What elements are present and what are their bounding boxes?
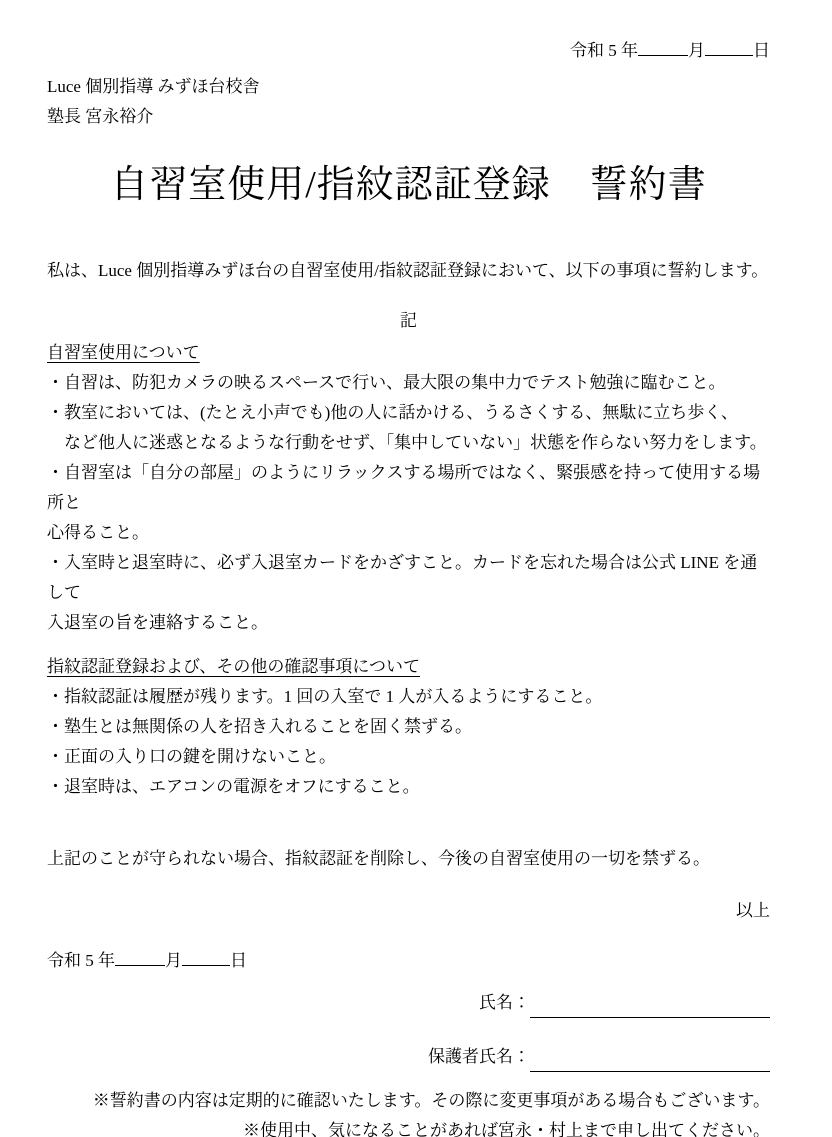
principal-name: 塾長 宮永裕介 <box>47 107 154 126</box>
student-signature-row <box>47 988 770 1018</box>
guardian-signature-row <box>47 1042 770 1072</box>
rule-line: ・教室においては、(たとえ小声でも)他の人に話かける、うるさくする、無駄に立ち歩く、 <box>47 403 738 422</box>
issue-date <box>47 40 770 62</box>
name-label: 氏名： <box>479 993 530 1012</box>
rule-line: ・自習は、防犯カメラの映るスペースで行い、最大限の集中力でテスト勉強に臨むこと。 <box>47 373 726 392</box>
rule-line: など他人に迷惑となるような行動をせず、「集中していない」状態を作らない努力をします。 <box>47 433 767 452</box>
document-title: 自習室使用/指紋認証登録 誓約書 <box>110 164 707 206</box>
section-heading-fingerprint: 指紋認証登録および、その他の確認事項について <box>47 657 420 676</box>
name-blank-line <box>530 991 770 1018</box>
signature-month-label: 月 <box>165 951 182 970</box>
penalty-paragraph: 上記のことが守られない場合、指紋認証を削除し、今後の自習室使用の一切を禁ずる。 <box>47 849 710 868</box>
signature-day-label: 日 <box>230 951 247 970</box>
school-name: Luce 個別指導 みずほ台校舎 <box>47 77 260 96</box>
section-heading-study-room: 自習室使用について <box>47 343 200 362</box>
day-label: 日 <box>753 41 770 60</box>
record-marker: 記 <box>400 311 417 330</box>
issue-month-blank <box>638 40 688 56</box>
intro-paragraph: 私は、Luce 個別指導みずほ台の自習室使用/指紋認証登録において、以下の事項に誓約します。 <box>47 261 769 280</box>
month-label: 月 <box>688 41 705 60</box>
guardian-name-label: 保護者氏名： <box>428 1047 530 1066</box>
rule-line: ・自習室は「自分の部屋」のようにリラックスする場所ではなく、緊張感を持って使用する場所と <box>47 463 761 512</box>
issue-day-blank <box>705 40 753 56</box>
rule-line: 心得ること。 <box>47 523 149 542</box>
signature-era-year-label: 令和 5 年 <box>47 951 115 970</box>
rule-line: 入退室の旨を連絡すること。 <box>47 613 268 632</box>
rule-line: ・正面の入り口の鍵を開けないこと。 <box>47 747 336 766</box>
signature-month-blank <box>115 950 165 966</box>
rule-line: ・塾生とは無関係の人を招き入れることを固く禁ずる。 <box>47 717 472 736</box>
rule-line: ・入室時と退室時に、必ず入退室カードをかざすこと。カードを忘れた場合は公式 LINE を通して <box>47 553 758 602</box>
guardian-name-blank-line <box>530 1045 770 1072</box>
signature-date <box>47 946 770 976</box>
rule-line: ・退室時は、エアコンの電源をオフにすること。 <box>47 777 420 796</box>
footnote-contact: ※使用中、気になることがあれば宮永・村上まで申し出てください。 <box>243 1121 770 1137</box>
footnote-review: ※誓約書の内容は定期的に確認いたします。その際に変更事項がある場合もございます。 <box>92 1091 770 1110</box>
closing-marker: 以上 <box>736 901 770 920</box>
rule-line: ・指紋認証は履歴が残ります。1 回の入室で 1 人が入るようにすること。 <box>47 687 603 706</box>
era-year-label: 令和 5 年 <box>570 41 638 60</box>
signature-day-blank <box>182 950 230 966</box>
